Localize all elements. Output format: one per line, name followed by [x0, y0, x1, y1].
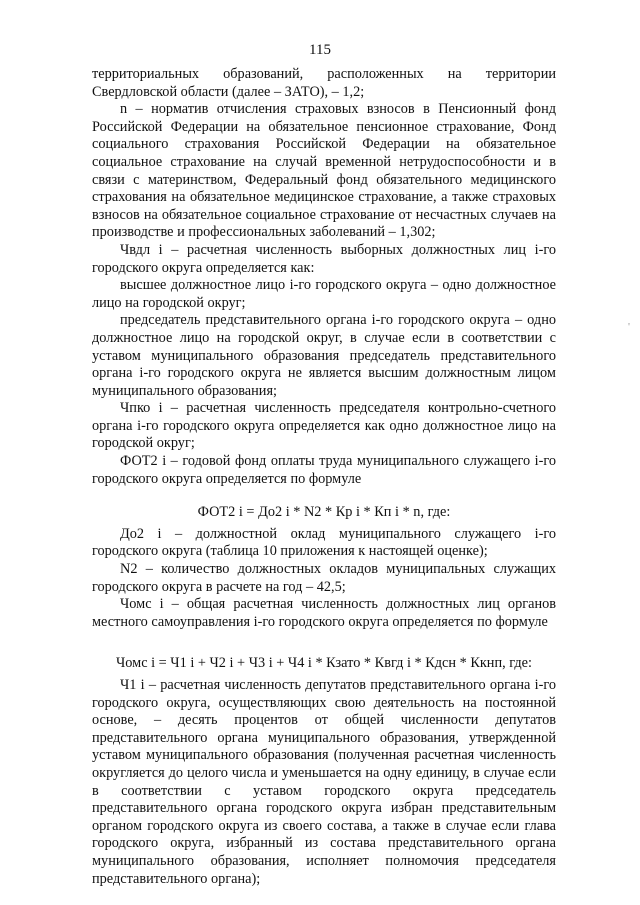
page-number: 115 [309, 42, 331, 58]
paragraph-fot2-definition: ФОТ2 i – годовой фонд оплаты труда муниципального служащего i-го городского округа определяется по формуле [92, 453, 556, 487]
paragraph-zato-continuation: территориальных образований, расположенных на территории Свердловской области (далее – ЗАТО), – 1,2; [92, 66, 556, 100]
paragraph-highest-official: высшее должностное лицо i-го городского округа – одно должностное лицо на городской округ; [92, 277, 556, 311]
paragraph-choms-definition: Чомс i – общая расчетная численность должностных лиц органов местного самоуправления i-го городского округа определяется по формуле [92, 596, 556, 630]
paragraph-chpko-definition: Чпко i – расчетная численность председателя контрольно-счетного органа i-го городского округа определяется как одно должностное лицо на городской округ; [92, 400, 556, 452]
paragraph-n2-definition: N2 – количество должностных окладов муниципальных служащих городского округа в расчете на год – 42,5; [92, 561, 556, 595]
paragraph-chairman-representative: председатель представительного органа i-го городского округа – одно должностное лицо на городской округ, в случае если в соответствии с уставом муниципального образования председатель представительного органа i-го городского округа не является высшим должностным лицом муниципального образования; [92, 312, 556, 399]
paragraph-chvdl-definition: Чвдл i – расчетная численность выборных должностных лиц i-го городского округа определяется как: [92, 241, 556, 276]
paragraph-do2-definition: До2 i – должностной оклад муниципального служащего i-го городского округа (таблица 10 приложения к настоящей оценке); [92, 525, 556, 560]
paragraph-n-definition: n – норматив отчисления страховых взносов в Пенсионный фонд Российской Федерации на обязательное пенсионное страхование, Фонд социального страхования Российской Федерации на обязательное социальное страхование на случай временной нетрудоспособности и в связи с материнством, Федеральный фонд обязательного медицинского страхования на обязательное медицинское страхование, а также страховых взносов на обязательное социальное страхование от несчастных случаев на производстве и профессиональных заболеваний – 1,302; [92, 101, 556, 241]
document-body [92, 66, 556, 888]
margin-mark: ' [628, 321, 630, 333]
formula-choms: Чомс i = Ч1 i + Ч2 i + Ч3 i + Ч4 i * Кзато * Квгд i * Кдсн * Ккнп, где: [115, 655, 532, 672]
formula-fot2: ФОТ2 i = До2 i * N2 * Кр i * Кп i * n, где: [197, 504, 451, 521]
paragraph-ch1-definition: Ч1 i – расчетная численность депутатов представительного органа i-го городского округа, осуществляющих свою деятельность на постоянной основе, – десять процентов от общей численности депутатов представительного органа муниципального образования, утвержденной уставом муниципального образования (полученная расчетная численность округляется до целого числа и уменьшается на одну единицу, в случае если в соответствии с уставом городского округа председатель представительного органа городского округа избран представительным органом городского округа из своего состава, а также в случае если глава городского округа, избранный из состава представительного органа муниципального образования, исполняет полномочия председателя представительного органа); [92, 677, 556, 887]
